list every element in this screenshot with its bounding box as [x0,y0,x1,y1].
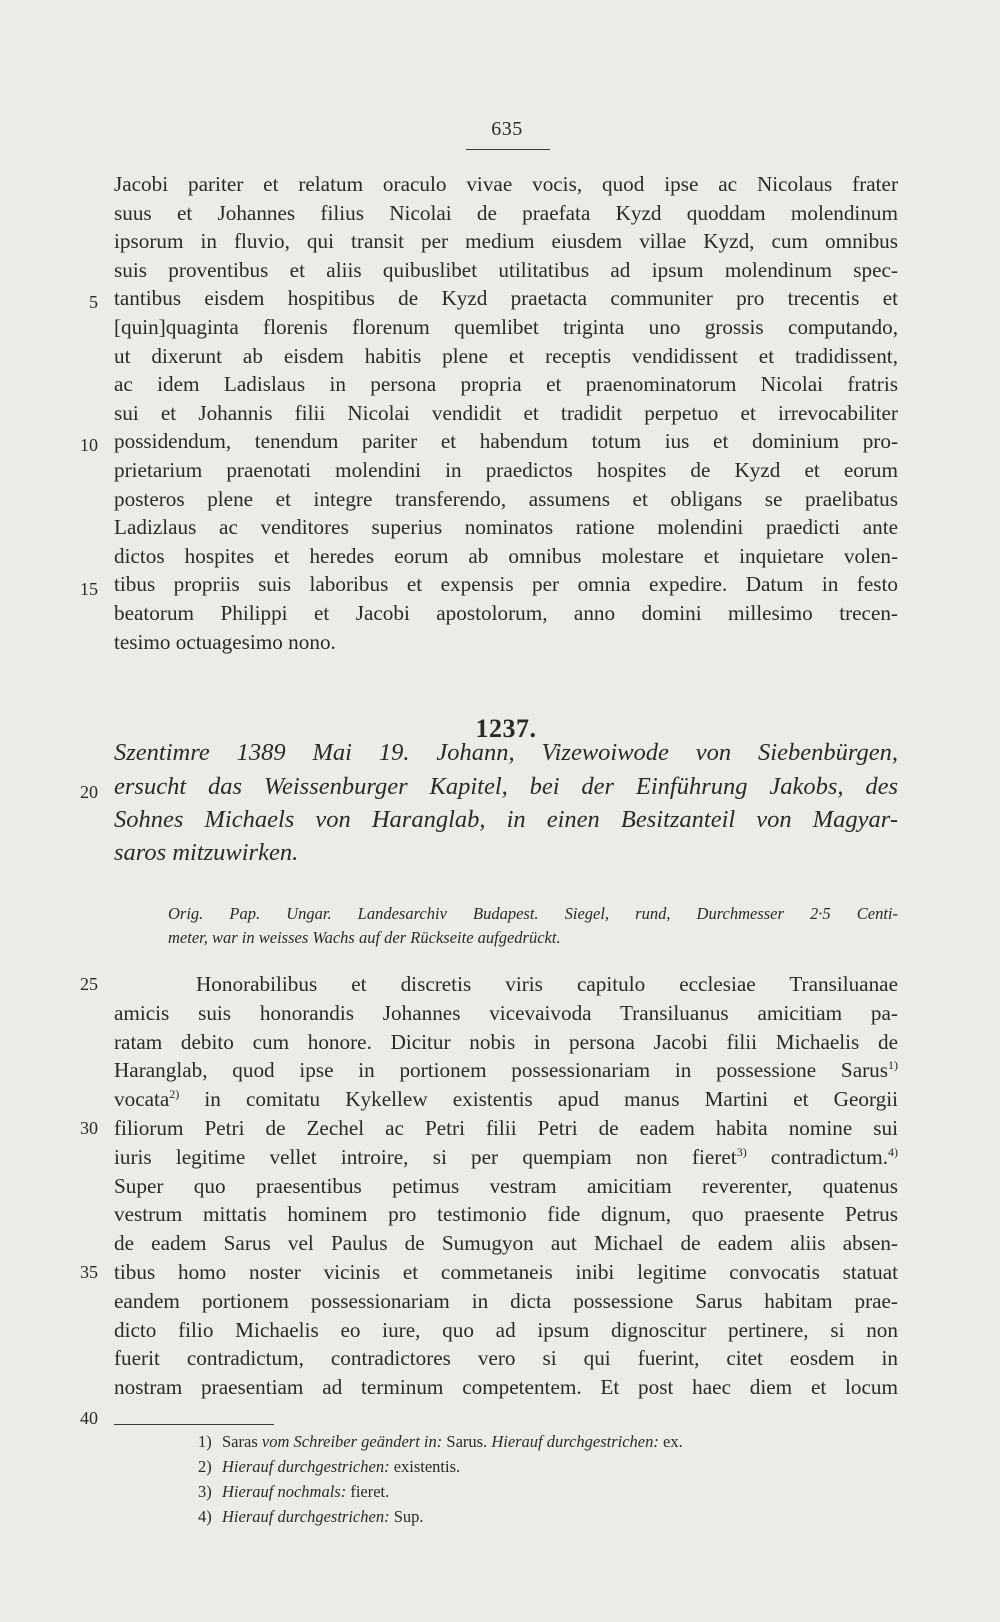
line-number: 35 [80,1262,98,1282]
text-segment: Super quo praesentibus petimus vestram amicitiam reverenter, quatenus [114,1173,898,1198]
text-line [114,1258,898,1286]
regest-line: Szentimre 1389 Mai 19. Johann, Vizewoiwode von Siebenbürgen, [114,739,898,766]
text-line [114,1200,898,1228]
text-segment: nostram praesentiam ad terminum competentem. Et post haec diem et locum [114,1375,898,1400]
line-number: 10 [80,435,98,455]
line-number: 25 [80,974,98,994]
text-segment: Haranglab, quod ipse in portionem possessionariam in possessione Sarus [114,1058,888,1083]
footnote [198,1505,424,1529]
page-number-rule [466,149,550,150]
text-line: dictos hospites et heredes eorum ab omnibus molestare et inquietare volen- [114,543,898,568]
text-line [114,999,898,1027]
footnote-text: Sarus. [442,1432,492,1451]
text-line: beatorum Philippi et Jacobi apostolorum, anno domini millesimo trecen- [114,601,898,625]
text-segment: vestrum mittatis hominem pro testimonio fide dignum, quo praesente Petrus [114,1202,898,1227]
text-line: possidendum, tenendum pariter et habendum totum ius et dominium pro- [114,429,898,454]
text-line [114,1172,898,1200]
regest-line: saros mitzuwirken. [114,839,299,866]
footnote-text: Saras [222,1432,262,1451]
text-line [114,1056,898,1084]
text-line: ut dixerunt ab eisdem habitis plene et receptis vendidissent et tradidissent, [114,343,898,368]
page-number: 635 [491,118,523,140]
line-number: 15 [80,579,98,599]
regest-line: ersucht das Weissenburger Kapitel, bei der Einführung Jakobs, des [114,773,898,800]
text-segment: de eadem Sarus vel Paulus de Sumugyon aut Michael de eadem aliis absen- [114,1231,898,1256]
line-number: 40 [80,1408,98,1428]
footnote-reference: 1) [888,1058,898,1073]
text-segment: fuerit contradictum, contradictores vero si qui fuerint, citet eosdem in [114,1346,898,1371]
footnote-text: Hierauf durchgestrichen: [491,1432,659,1451]
footnote-text: Hierauf nochmals: [222,1482,347,1501]
text-segment: filiorum Petri de Zechel ac Petri filii Petri de eadem habita nomine sui [114,1116,898,1140]
footnote [198,1455,460,1479]
text-line [114,1373,898,1401]
text-line: Jacobi pariter et relatum oraculo vivae vocis, quod ipse ac Nicolaus frater [114,172,898,196]
text-line: suis proventibus et aliis quibuslibet utilitatibus ad ipsum molendinum spec- [114,257,898,282]
footnote-reference: 3) [736,1144,747,1159]
regest-line: Sohnes Michaels von Haranglab, in einen Besitzanteil von Magyar- [114,806,898,833]
text-segment: tibus homo noster vicinis et commetaneis inibi legitime convocatis statuat [114,1260,898,1284]
text-segment: vocata [114,1087,170,1112]
text-segment: eandem portionem possessionariam in dicta possessione Sarus habitam prae- [114,1288,898,1313]
footnote-mark: 1) [198,1432,212,1451]
footnote-text: ex. [658,1432,683,1451]
text-line: tibus propriis suis laboribus et expensis per omnia expedire. Datum in festo [114,572,898,597]
text-segment: contradictum. [746,1144,888,1169]
text-segment: iuris legitime vellet introire, si per quempiam non fieret [114,1144,737,1169]
footnote [198,1480,389,1504]
footnote-rule [114,1424,274,1425]
text-line: sui et Johannis filii Nicolai vendidit et tradidit perpetuo et irrevocabiliter [114,400,898,425]
text-line [114,1085,898,1113]
footnote [198,1430,683,1454]
text-line: Ladizlaus ac venditores superius nominatos ratione molendini praedicti ante [114,515,898,540]
text-line: tantibus eisdem hospitibus de Kyzd praetacta communiter pro trecentis et [114,286,898,311]
text-line [114,970,898,998]
text-segment: amicis suis honorandis Johannes vicevaivoda Transiluanus amicitiam pa- [114,1000,898,1025]
footnote-text: fieret. [346,1482,390,1501]
text-line [114,1344,898,1372]
footnote-mark: 3) [198,1482,212,1501]
line-number: 20 [80,782,98,802]
text-line: prietarium praenotati molendini in praedictos hospites de Kyzd et eorum [114,458,898,482]
text-segment: in comitatu Kykellew existentis apud manus Martini et Georgii [179,1087,898,1112]
text-line [114,1316,898,1344]
footnote-text: vom Schreiber geändert in: [261,1432,443,1451]
text-line: suus et Johannes filius Nicolai de praefata Kyzd quoddam molendinum [114,200,898,225]
document-number: 1237. [475,714,537,743]
text-segment: dicto filio Michaelis eo iure, quo ad ipsum dignoscitur pertinere, si non [114,1317,898,1342]
source-line: Orig. Pap. Ungar. Landesarchiv Budapest. Siegel, rund, Durchmesser 2·5 Centi- [168,904,898,923]
text-line [114,1229,898,1257]
footnote-text: existentis. [389,1457,461,1476]
text-line [114,1028,898,1056]
source-line: meter, war in weisses Wachs auf der Rückseite aufgedrückt. [168,928,561,947]
line-number: 5 [89,292,98,312]
text-line: tesimo octuagesimo nono. [114,629,336,654]
line-number: 30 [80,1118,98,1138]
text-line [114,1143,898,1171]
text-line [114,1287,898,1315]
text-line: ipsorum in fluvio, qui transit per medium eiusdem villae Kyzd, cum omnibus [114,229,898,254]
footnote-text: Sup. [389,1507,424,1526]
text-line: ac idem Ladislaus in persona propria et praenominatorum Nicolai fratris [114,372,898,397]
text-line: posteros plene et integre transferendo, assumens et obligans se praelibatus [114,486,898,511]
footnote-mark: 2) [198,1457,212,1476]
footnote-mark: 4) [198,1507,212,1526]
footnote-reference: 2) [169,1087,180,1102]
footnote-reference: 4) [888,1144,898,1159]
text-line: [quin]quaginta florenis florenum quemlibet triginta uno grossis computando, [114,315,898,339]
text-line [114,1114,898,1142]
footnote-text: Hierauf durchgestrichen: [222,1507,390,1526]
footnote-text: Hierauf durchgestrichen: [222,1457,390,1476]
text-segment: ratam debito cum honore. Dicitur nobis in persona Jacobi filii Michaelis de [114,1029,898,1054]
text-segment: Honorabilibus et discretis viris capitulo ecclesiae Transiluanae [196,972,898,996]
